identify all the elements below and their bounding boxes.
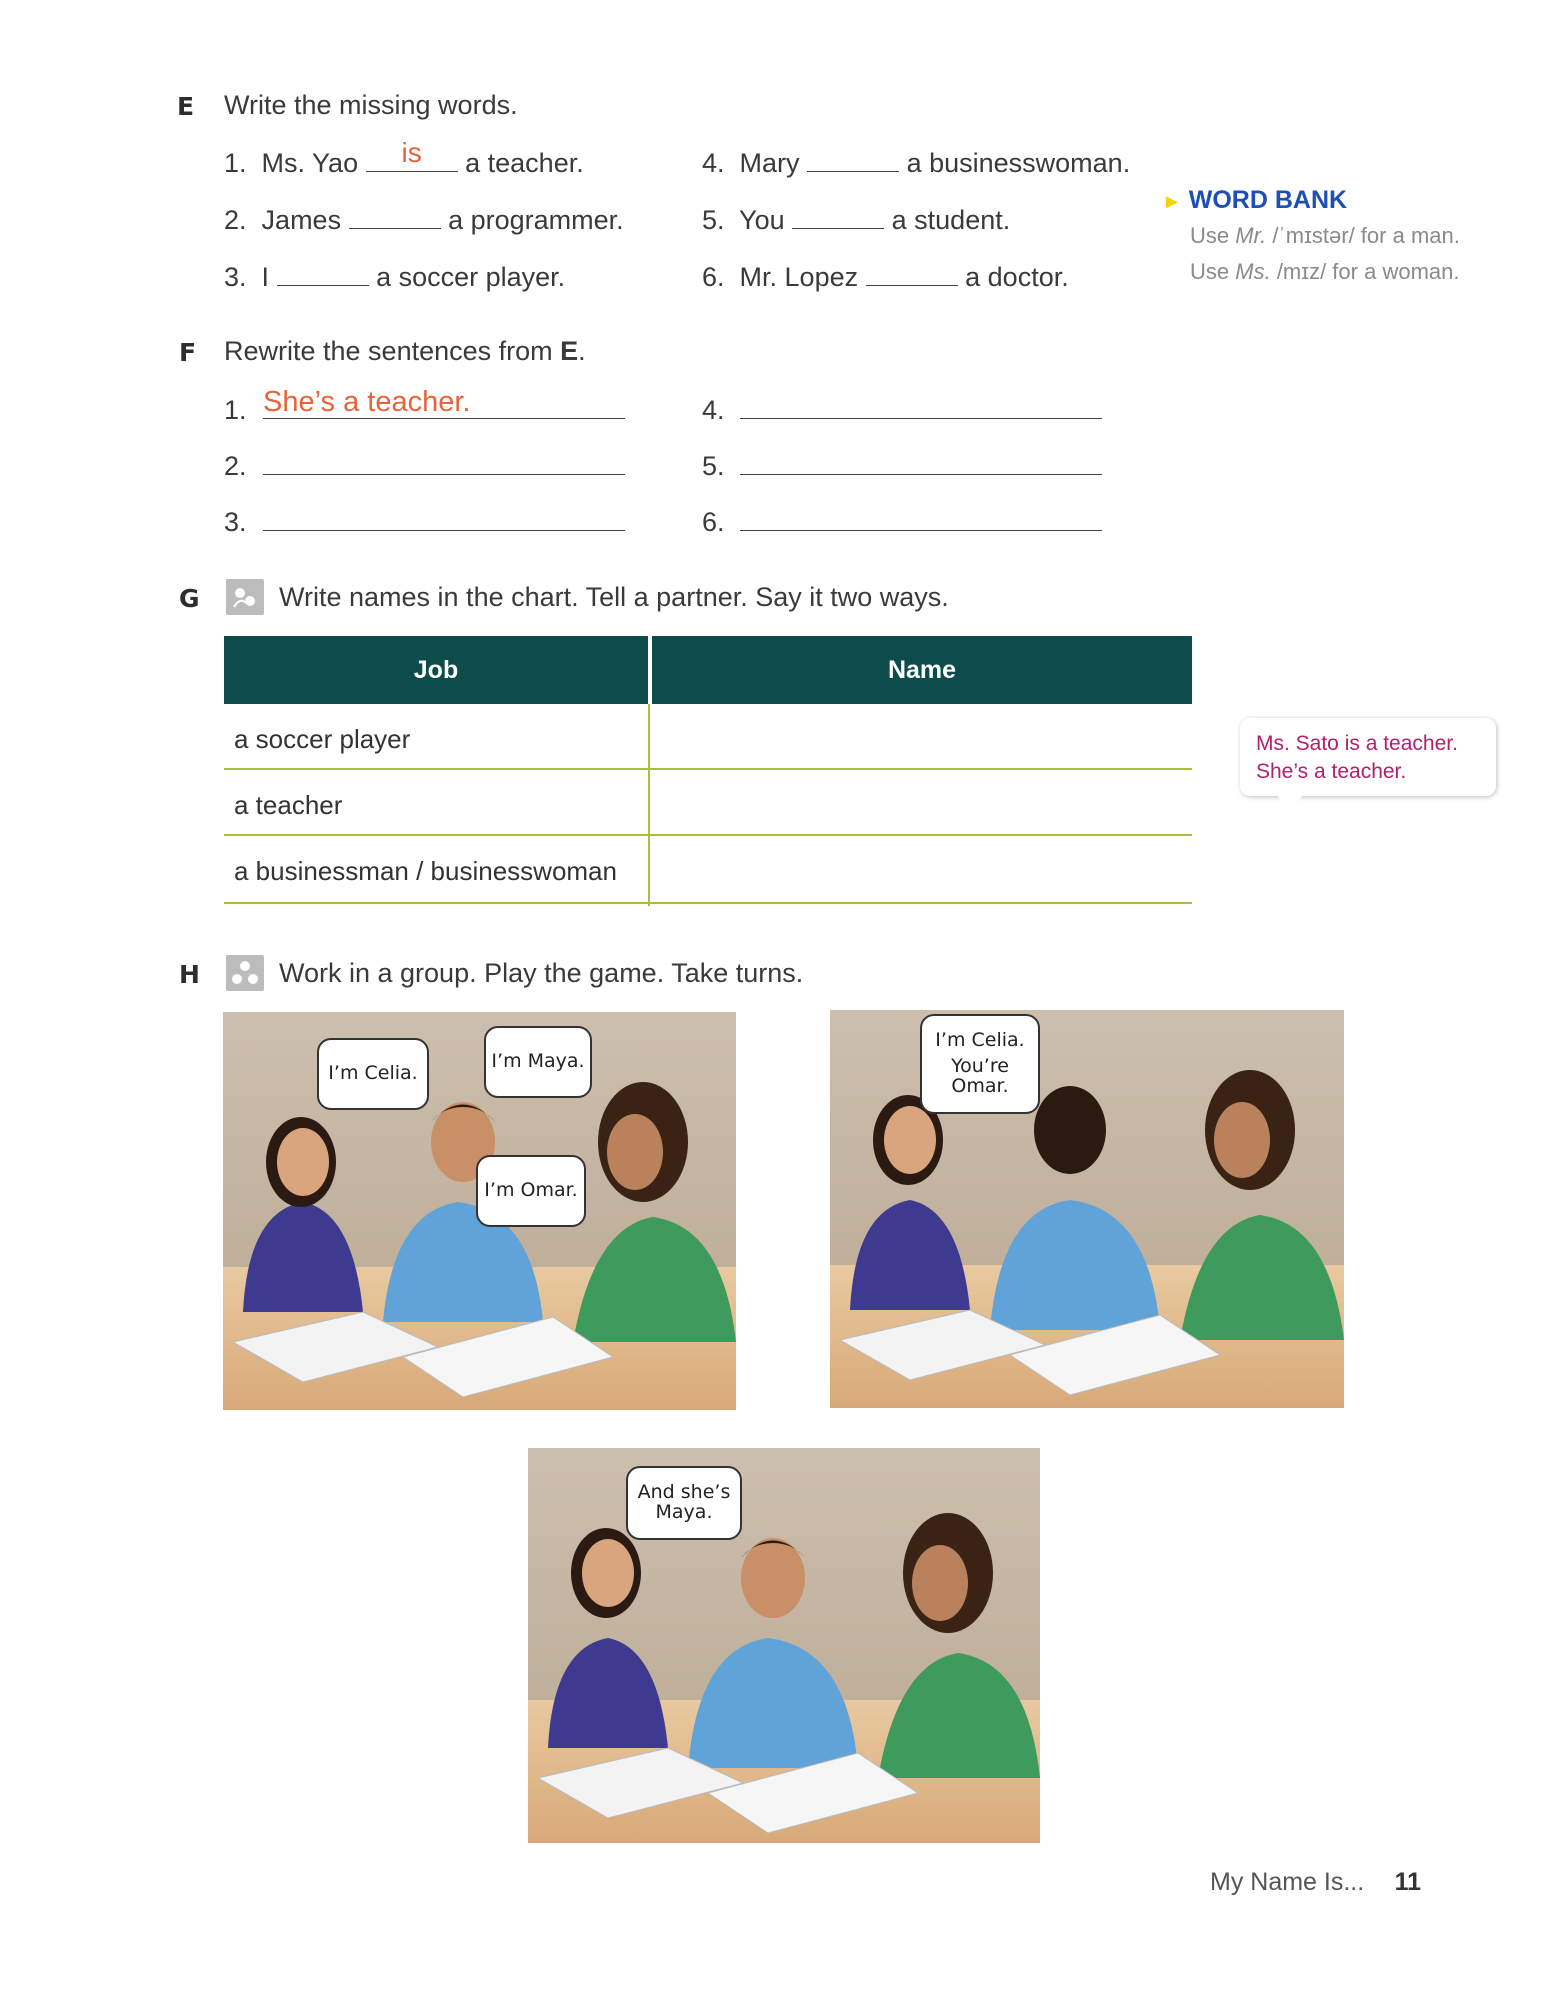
exercise-e-item-4 [702,148,1130,179]
speech-bubble-celia-omar: I’m Celia. You’re Omar. [920,1014,1040,1114]
rewrite-line-2[interactable] [263,474,625,475]
column-divider [648,704,650,906]
item-predicate: a student. [891,205,1011,235]
example-line-1: Ms. Sato is a teacher. [1256,732,1458,755]
rewrite-number-6: 6. [702,507,725,537]
speech-bubble-and-shes-maya: And she’s Maya. [626,1466,742,1540]
exercise-e-item-5 [702,205,1010,236]
column-header-name: Name [652,636,1192,704]
row-divider [224,902,1192,904]
item-number: 3. [224,262,247,292]
word-bank-line-2: Use Ms. /mɪz/ for a woman. [1190,259,1460,284]
rewrite-number-3: 3. [224,507,247,537]
column-header-job: Job [224,636,648,704]
exercise-e-item-6 [702,262,1069,293]
section-e-instruction: Write the missing words. [224,90,518,120]
speech-bubble-celia: I’m Celia. [317,1038,429,1110]
word-bank [1162,186,1532,285]
answer-blank[interactable] [349,206,441,229]
name-cell[interactable] [652,836,1192,904]
item-subject: I [261,262,270,292]
group-work-icon [226,955,264,991]
job-cell: a soccer player [234,724,411,754]
example-speech-bubble [1240,718,1496,796]
item-predicate: a businesswoman. [906,148,1131,178]
section-f-instruction: Rewrite the sentences from E. [224,336,586,366]
unit-title: My Name Is... [1210,1868,1365,1896]
job-cell: a businessman / businesswoman [234,856,617,886]
illustration-panel-3 [528,1448,1040,1843]
answer-blank[interactable] [807,149,899,172]
rewrite-line-6[interactable] [740,530,1102,531]
section-h-instruction: Work in a group. Play the game. Take turns. [279,958,804,988]
section-g-letter: G [179,584,200,613]
answer-blank[interactable] [866,263,958,286]
rewrite-number-4: 4. [702,395,725,425]
bubble-tail [1276,794,1306,812]
section-f-letter: F [179,338,197,367]
item-subject: Mary [739,148,800,178]
jobs-chart [224,636,1192,906]
item-predicate: a soccer player. [376,262,566,292]
speech-bubble-maya: I’m Maya. [484,1026,592,1098]
item-subject: Mr. Lopez [739,262,859,292]
speech-bubble-omar: I’m Omar. [476,1155,586,1227]
rewrite-line-1[interactable] [263,418,625,419]
section-g-instruction: Write names in the chart. Tell a partner. Say it two ways. [279,582,949,612]
word-bank-title: WORD BANK [1188,186,1348,214]
footer [1210,1868,1421,1897]
rewrite-number-1: 1. [224,395,247,425]
item-number: 4. [702,148,725,178]
answer-blank[interactable] [792,206,884,229]
filled-answer: is [401,137,422,168]
group-scene-illustration [528,1448,1040,1843]
item-number: 2. [224,205,247,235]
exercise-e-item-3 [224,262,565,293]
section-h-letter: H [179,960,200,989]
rewrite-line-3[interactable] [263,530,625,531]
section-e-letter: E [177,92,195,121]
exercise-e-item-1 [224,137,584,179]
answer-blank[interactable] [366,137,458,172]
word-bank-line-1: Use Mr. /ˈmɪstər/ for a man. [1190,223,1460,248]
item-subject: Ms. Yao [261,148,359,178]
rewrite-line-5[interactable] [740,474,1102,475]
item-subject: James [261,205,342,235]
job-cell: a teacher [234,790,343,820]
item-subject: You [739,205,785,235]
rewrite-number-2: 2. [224,451,247,481]
item-number: 1. [224,148,247,178]
group-scene-illustration [830,1010,1344,1408]
item-predicate: a programmer. [448,205,624,235]
rewrite-line-4[interactable] [740,418,1102,419]
answer-blank[interactable] [277,263,369,286]
item-number: 5. [702,205,725,235]
rewrite-number-5: 5. [702,451,725,481]
page-number: 11 [1394,1868,1422,1896]
pair-work-icon [226,579,264,615]
exercise-e-item-2 [224,205,624,236]
triangle-marker-icon: ► [1162,191,1182,213]
name-cell[interactable] [652,704,1192,768]
illustration-panel-2 [830,1010,1344,1408]
rewrite-answer-1: She’s a teacher. [263,386,471,418]
item-predicate: a doctor. [965,262,1069,292]
item-predicate: a teacher. [465,148,584,178]
name-cell[interactable] [652,770,1192,834]
item-number: 6. [702,262,725,292]
example-line-2: She’s a teacher. [1256,760,1407,783]
